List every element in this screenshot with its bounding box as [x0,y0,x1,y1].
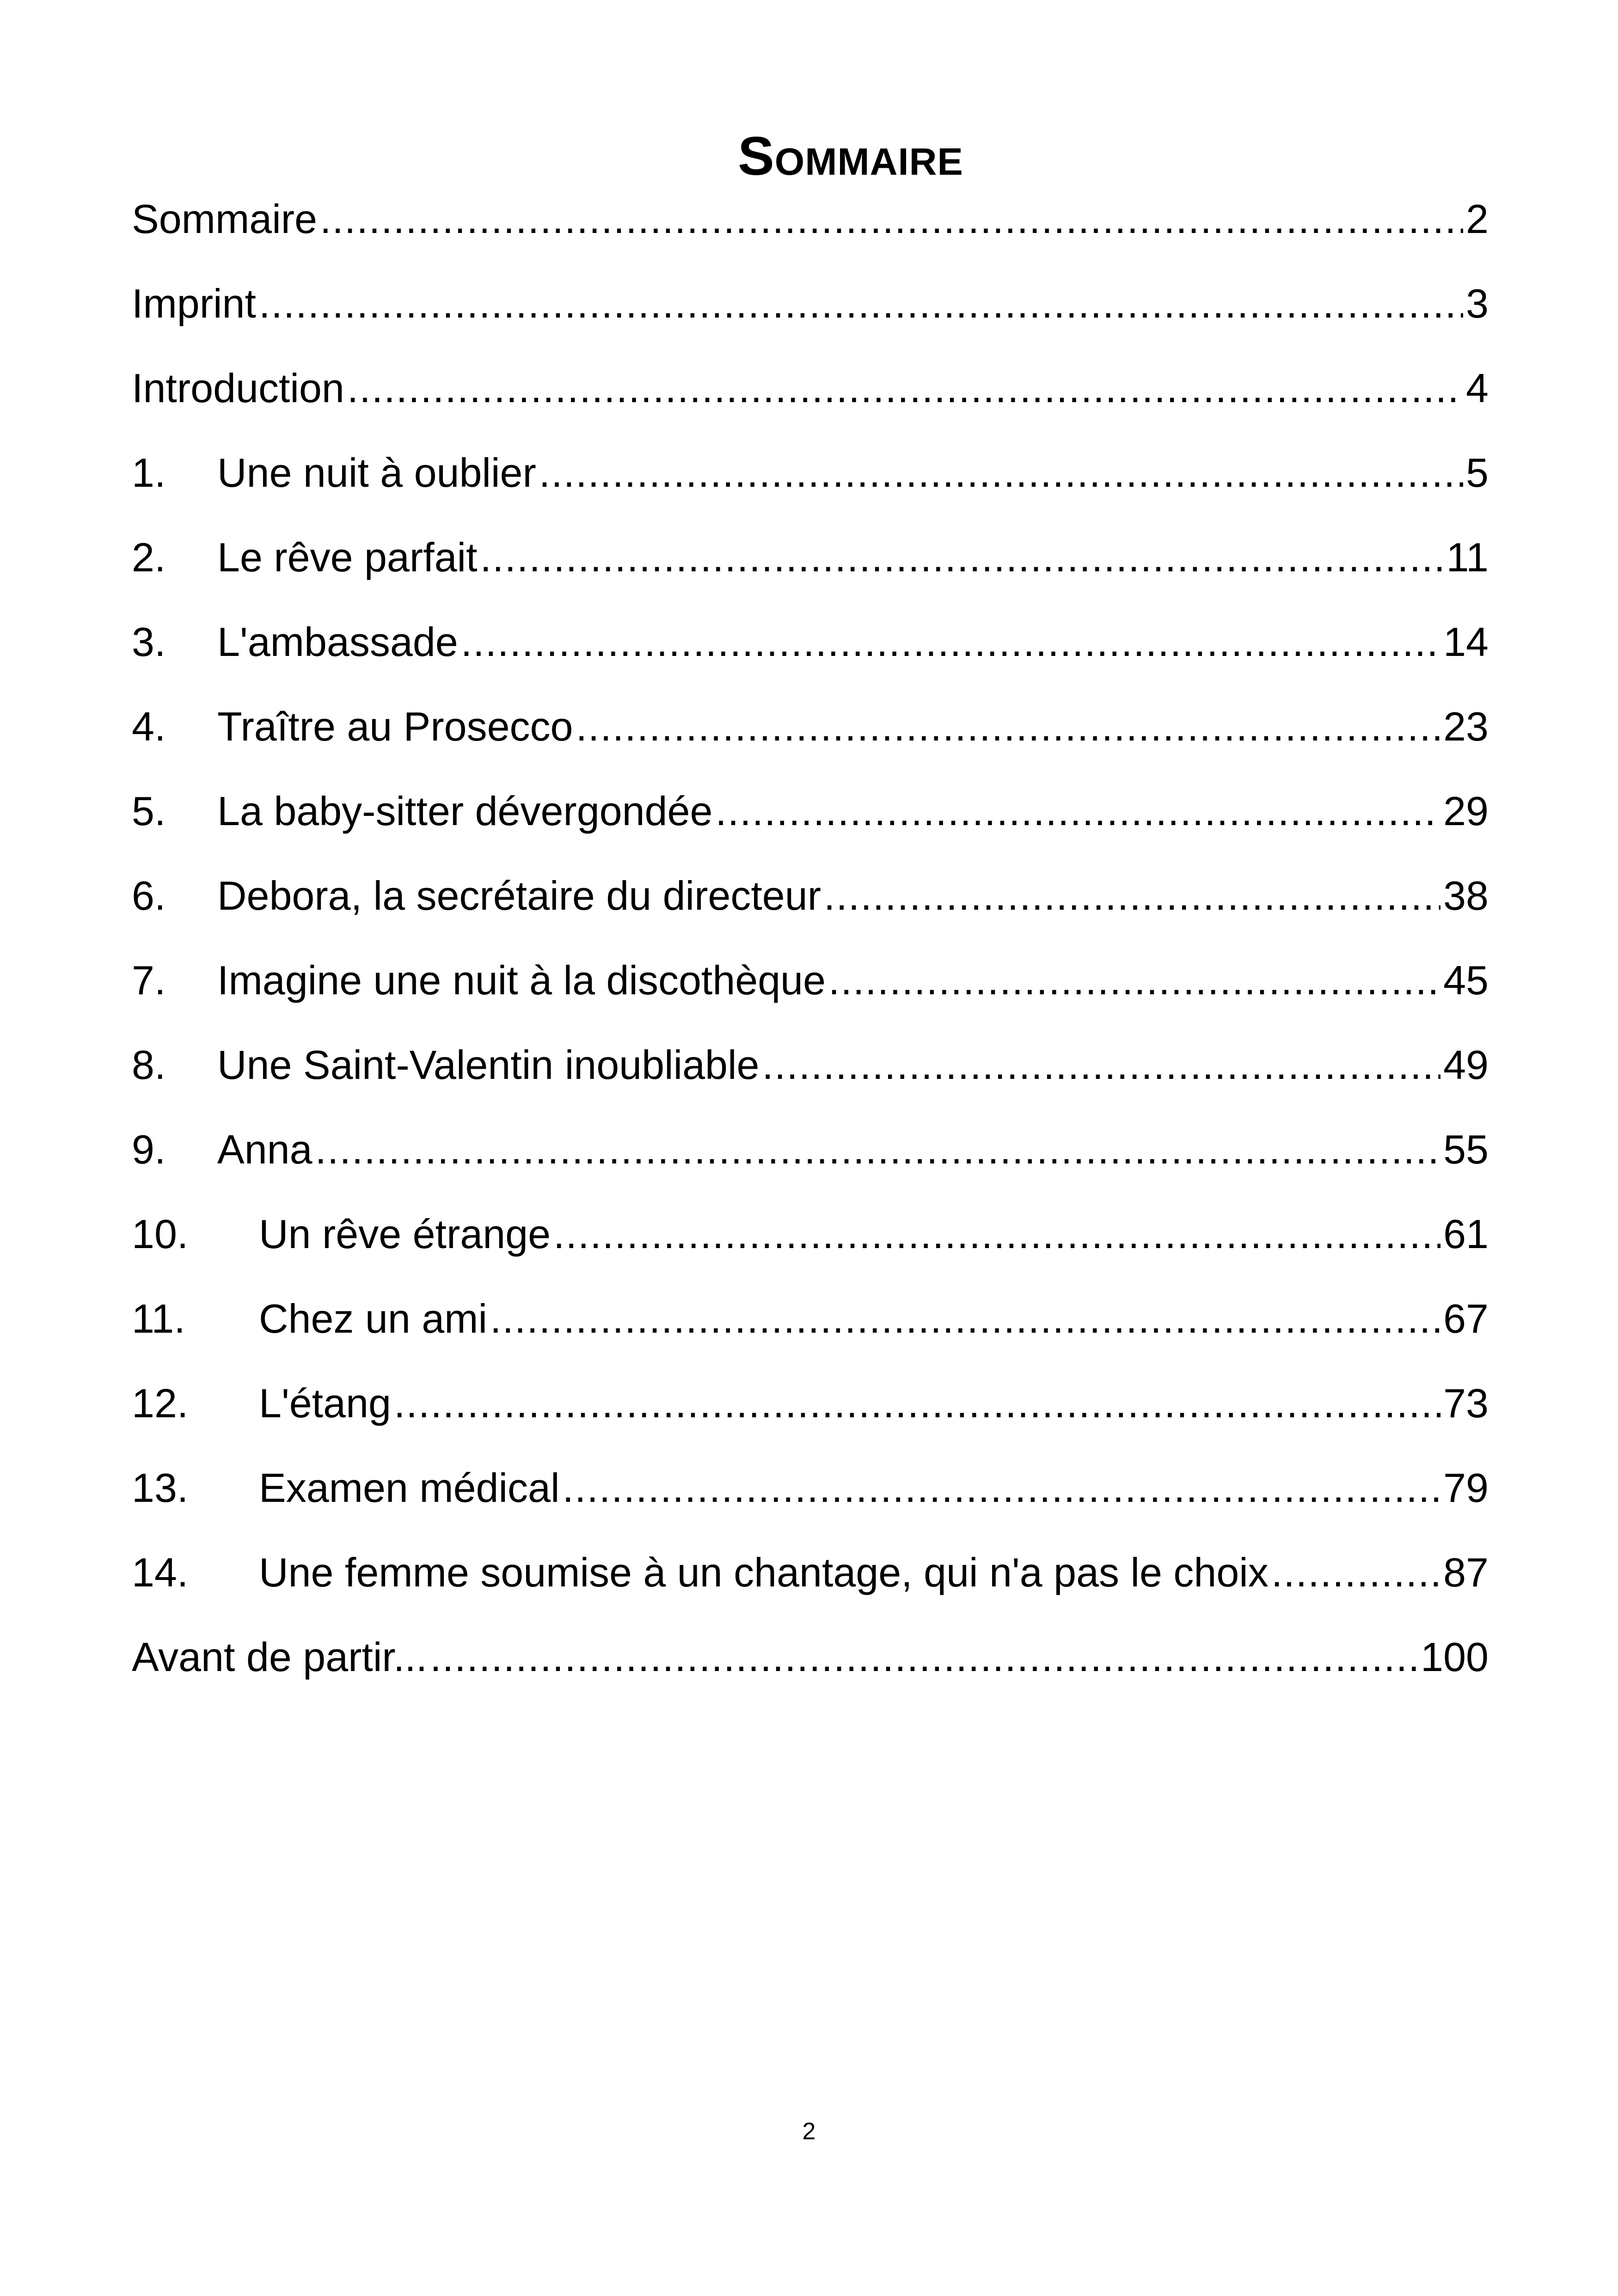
toc-entry-chapter-6[interactable] [132,873,1489,960]
toc-entry-label: Sommaire [132,196,317,242]
toc-entry-number: 4. [132,704,166,749]
toc-entry-page: 5 [1466,450,1489,496]
toc-entry-number: 14. [132,1549,189,1595]
toc-entry-label: La baby-sitter dévergondée [217,788,713,834]
toc-dot-leader [1271,1552,1440,1593]
toc-entry-label: Avant de partir... [132,1634,428,1680]
toc-dot-leader [539,453,1463,493]
toc-entry-chapter-7[interactable] [132,957,1489,1045]
toc-entry-chapter-8[interactable] [132,1042,1489,1129]
toc-entry-label: Examen médical [259,1465,560,1511]
toc-entry-page: 87 [1443,1549,1489,1595]
page-number: 2 [802,2118,816,2145]
toc-entry-number: 5. [132,788,166,834]
toc-entry-label: Un rêve étrange [259,1211,551,1257]
toc-entry-chapter-2[interactable] [132,534,1489,622]
toc-entry-chapter-3[interactable] [132,619,1489,706]
toc-entry-page: 45 [1443,957,1489,1003]
toc-entry-label: Chez un ami [259,1296,488,1341]
toc-entry-label: L'étang [259,1380,391,1426]
toc-entry-label: Debora, la secrétaire du directeur [217,873,821,918]
toc-entry-chapter-10[interactable] [132,1211,1489,1298]
toc-entry-page: 67 [1443,1296,1489,1341]
toc-dot-leader [394,1383,1440,1424]
toc-entry-label: Une femme soumise à un chantage, qui n'a pas le choix [259,1549,1269,1595]
toc-dot-leader [430,1637,1418,1678]
toc-dot-leader [553,1214,1440,1255]
toc-entry-chapter-13[interactable] [132,1465,1489,1552]
toc-entry-number: 3. [132,619,166,665]
toc-entry-page: 61 [1443,1211,1489,1257]
toc-entry-page: 2 [1466,196,1489,242]
table-of-contents [132,196,1489,1721]
toc-entry-label: Imprint [132,281,256,326]
toc-dot-leader [480,537,1444,578]
page-title: Sommaire [738,126,963,187]
toc-entry-chapter-9[interactable] [132,1129,1489,1214]
toc-entry-label: Anna [217,1127,313,1172]
toc-entry-page: 29 [1443,788,1489,834]
toc-entry-page: 23 [1443,704,1489,749]
toc-entry-label: Introduction [132,365,344,411]
toc-dot-leader [824,876,1440,916]
toc-dot-leader [320,199,1463,239]
toc-entry-page: 49 [1443,1042,1489,1088]
toc-dot-leader [563,1468,1441,1508]
toc-entry-page: 79 [1443,1465,1489,1511]
toc-entry-chapter-4[interactable] [132,706,1489,791]
toc-entry-page: 55 [1443,1127,1489,1172]
toc-dot-leader [347,368,1463,409]
toc-dot-leader [828,960,1440,1001]
toc-entry-sommaire[interactable] [132,196,1489,283]
toc-entry-label: Une Saint-Valentin inoubliable [217,1042,760,1088]
toc-entry-chapter-1[interactable] [132,450,1489,537]
toc-entry-introduction[interactable] [132,365,1489,453]
toc-entry-avant-de-partir[interactable] [132,1634,1489,1721]
toc-entry-number: 9. [132,1127,166,1172]
toc-dot-leader [715,791,1440,832]
toc-entry-imprint[interactable] [132,283,1489,368]
toc-entry-page: 38 [1443,873,1489,918]
toc-entry-label: Une nuit à oublier [217,450,536,496]
toc-dot-leader [490,1298,1440,1339]
toc-entry-page: 4 [1466,365,1489,411]
toc-entry-label: Imagine une nuit à la discothèque [217,957,826,1003]
toc-entry-number: 13. [132,1465,189,1511]
toc-entry-number: 1. [132,450,166,496]
toc-entry-number: 7. [132,957,166,1003]
toc-entry-number: 6. [132,873,166,918]
toc-entry-number: 2. [132,534,166,580]
toc-entry-page: 3 [1466,281,1489,326]
toc-entry-page: 100 [1421,1634,1489,1680]
toc-dot-leader [259,283,1463,324]
toc-entry-label: L'ambassade [217,619,458,665]
toc-entry-number: 11. [132,1296,185,1341]
toc-entry-label: Le rêve parfait [217,534,478,580]
toc-entry-chapter-5[interactable] [132,788,1489,876]
toc-dot-leader [576,706,1440,747]
toc-entry-number: 8. [132,1042,166,1088]
toc-entry-number: 10. [132,1211,189,1257]
toc-entry-number: 12. [132,1380,189,1426]
toc-entry-chapter-14[interactable] [132,1549,1489,1637]
toc-dot-leader [315,1129,1441,1170]
toc-entry-label: Traître au Prosecco [217,704,573,749]
toc-entry-page: 11 [1446,534,1489,580]
toc-dot-leader [762,1045,1441,1085]
toc-entry-chapter-11[interactable] [132,1298,1489,1383]
toc-dot-leader [461,622,1440,662]
toc-entry-page: 73 [1443,1380,1489,1426]
toc-entry-page: 14 [1443,619,1489,665]
toc-entry-chapter-12[interactable] [132,1380,1489,1468]
